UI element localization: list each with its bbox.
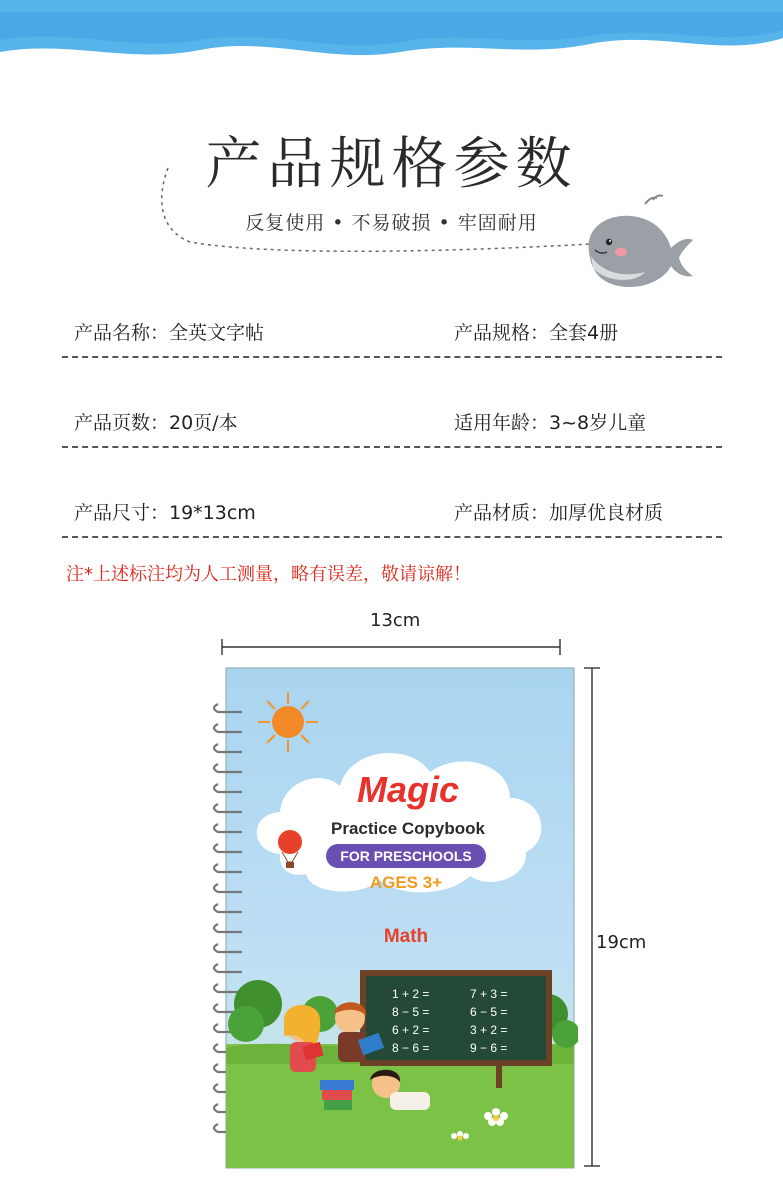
book-title: Magic [356, 769, 460, 810]
book-subtitle: Practice Copybook [331, 819, 485, 838]
spec-material: 产品材质：加厚优良材质 [454, 502, 664, 524]
spec-size: 产品尺寸：19*13cm [74, 502, 256, 524]
equation: 8 − 6 = [392, 1041, 430, 1055]
spec-product-name: 产品名称：全英文字帖 [74, 322, 265, 344]
top-wave-banner [0, 0, 783, 80]
whale-icon [575, 190, 700, 300]
measurement-note: 注*上述标注均为人工测量，略有误差，敬请谅解！ [66, 564, 471, 585]
copybook-cover [210, 664, 578, 1170]
book-subject: Math [383, 926, 429, 947]
equation: 1 + 2 = [392, 987, 430, 1001]
dashed-divider [62, 446, 722, 448]
spec-page-count: 产品页数：20页/本 [74, 412, 238, 434]
spec-row-2 [62, 408, 722, 448]
equation: 6 + 2 = [392, 1023, 430, 1037]
equation: 6 − 5 = [470, 1005, 508, 1019]
spec-row-1 [62, 318, 722, 358]
page-subtitle: 反复使用 • 不易破损 • 牢固耐用 [245, 212, 538, 234]
equation: 3 + 2 = [470, 1023, 508, 1037]
book-ages: AGES 3+ [369, 873, 443, 892]
spec-age-range: 适用年龄：3~8岁儿童 [454, 412, 647, 434]
dashed-divider [62, 536, 722, 538]
equation: 8 − 5 = [392, 1005, 430, 1019]
book-badge: FOR PRESCHOOLS [340, 848, 472, 864]
dashed-divider [62, 356, 722, 358]
page-title: 产品规格参数 [205, 132, 578, 197]
height-dimension-label: 19cm [596, 932, 647, 953]
spec-product-set: 产品规格：全套4册 [454, 322, 619, 344]
equation: 9 − 6 = [470, 1041, 508, 1055]
equation: 7 + 3 = [470, 987, 508, 1001]
width-dimension-label: 13cm [370, 610, 421, 631]
spec-row-3 [62, 498, 722, 538]
